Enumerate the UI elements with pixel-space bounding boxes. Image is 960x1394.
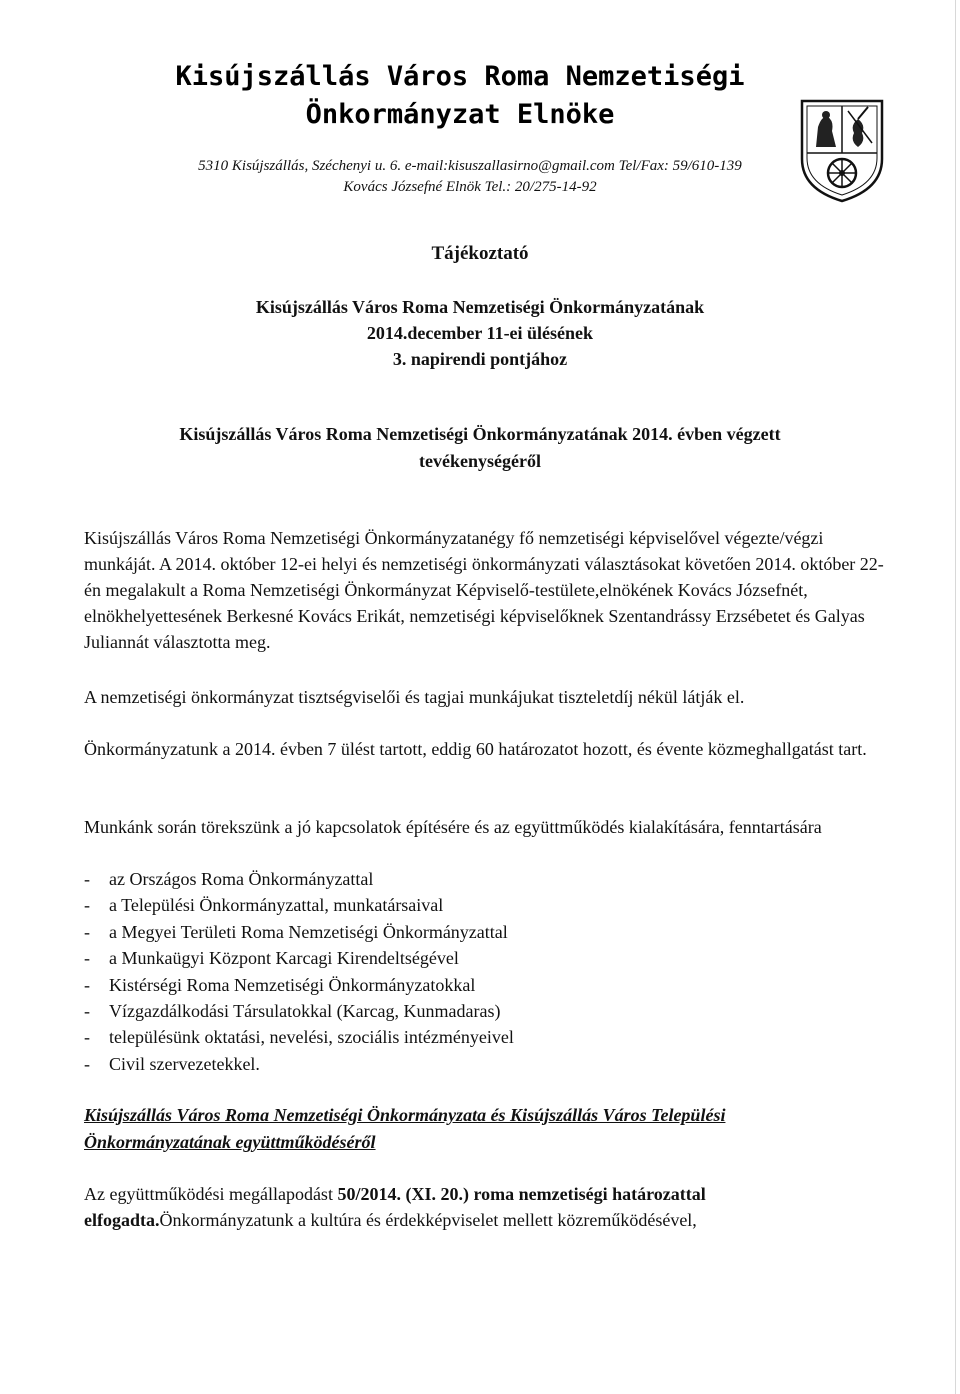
scan-edge-line (955, 0, 956, 1394)
list-dash: - (84, 921, 90, 942)
list-item-text: Civil szervezetekkel. (109, 1053, 260, 1074)
address-line: 5310 Kisújszállás, Széchenyi u. 6. e-mail:kisuszallasirno@gmail.com Tel/Fax: 59/610-139 (198, 158, 742, 174)
header-title (0, 58, 920, 134)
list-dash: - (84, 1027, 90, 1048)
list-dash: - (84, 1053, 90, 1074)
list-item-text: a Települési Önkormányzattal, munkatársaival (109, 895, 444, 916)
agreement-text-a: Az együttműködési megállapodást (84, 1184, 338, 1204)
list-item-text: Kistérségi Roma Nemzetiségi Önkormányzatokkal (109, 974, 476, 995)
cooperation-heading (84, 1102, 884, 1156)
list-item-text: a Munkaügyi Központ Karcagi Kirendeltségével (109, 948, 459, 969)
list-item-text: a Megyei Területi Roma Nemzetiségi Önkormányzattal (109, 921, 508, 942)
cooperation-heading-line2: Önkormányzatának együttműködéséről (84, 1132, 376, 1152)
list-item (84, 866, 884, 892)
cooperation-heading-line1: Kisújszállás Város Roma Nemzetiségi Önkormányzata és Kisújszállás Város Települési (84, 1105, 726, 1125)
list-item (84, 1051, 884, 1077)
list-item (84, 998, 884, 1024)
coat-of-arms-crest (798, 97, 886, 205)
document-title: Tájékoztató (431, 243, 529, 264)
subtitle-line3: 3. napirendi pontjához (392, 349, 568, 369)
paragraph-representatives: Kisújszállás Város Roma Nemzetiségi Önkormányzatanégy fő nemzetiségi képviselővel végezte/végzi munkáját. A 2014. október 12-ei helyi és nemzetiségi önkormányzati választásokat követően 2014. október 22-én megalakult a Roma Nemzetiségi Önkormányzat Képviselő-testülete,elnökének Kovács Józsefnét, elnökhelyettesének Berkesné Kovács Erikát, nemzetiségi képviselőknek Szentandrássy Erzsébetet és Galyas Juliannát választotta meg. (84, 528, 884, 652)
list-item (84, 945, 884, 971)
list-dash: - (84, 1001, 90, 1022)
subtitle-line1: Kisújszállás Város Roma Nemzetiségi Önkormányzatának (255, 297, 705, 317)
list-dash: - (84, 869, 90, 889)
list-item (84, 1024, 884, 1050)
list-dash: - (84, 948, 90, 969)
subject-line1: Kisújszállás Város Roma Nemzetiségi Önkormányzatának 2014. évben végzett (179, 424, 781, 444)
president-line: Kovács Józsefné Elnök Tel.: 20/275-14-92 (343, 179, 597, 195)
list-item-text: Vízgazdálkodási Társulatokkal (Karcag, Kunmadaras) (109, 1001, 501, 1022)
agreement-resolution: 50/2014. (XI. 20.) roma nemzetiségi határozattal elfogadta. (84, 1184, 706, 1230)
header-contact (20, 156, 920, 198)
list-item (84, 892, 884, 918)
subtitle-line2: 2014.december 11-ei ülésének (366, 323, 594, 343)
paragraph-meetings: Önkormányzatunk a 2014. évben 7 ülést tartott, eddig 60 határozatot hozott, és évente közmeghallgatást tart. (84, 739, 867, 759)
paragraph-cooperation-intro: Munkánk során törekszünk a jó kapcsolatok építésére és az együttműködés kialakítására, fenntartására (84, 817, 822, 837)
list-item (84, 972, 884, 998)
agreement-text-c: Önkormányzatunk a kultúra és érdekképviselet mellett közreműködésével, (159, 1210, 697, 1230)
paragraph-honorarium: A nemzetiségi önkormányzat tisztségviselői és tagjai munkájukat tiszteletdíj nékül látják el. (84, 687, 745, 707)
header-title-line1: Kisújszállás Város Roma Nemzetiségi (175, 61, 745, 92)
subject-line2: tevékenységéről (419, 451, 541, 471)
paragraph-agreement (84, 1181, 884, 1233)
list-item-text: az Országos Roma Önkormányzattal (109, 869, 374, 889)
subject-heading (0, 421, 960, 475)
list-item (84, 919, 884, 945)
list-dash: - (84, 895, 90, 916)
list-dash: - (84, 974, 90, 995)
header-title-line2: Önkormányzat Elnöke (305, 99, 615, 130)
partner-list (84, 866, 884, 1077)
list-item-text: településünk oktatási, nevelési, szociális intézményeivel (109, 1027, 514, 1048)
